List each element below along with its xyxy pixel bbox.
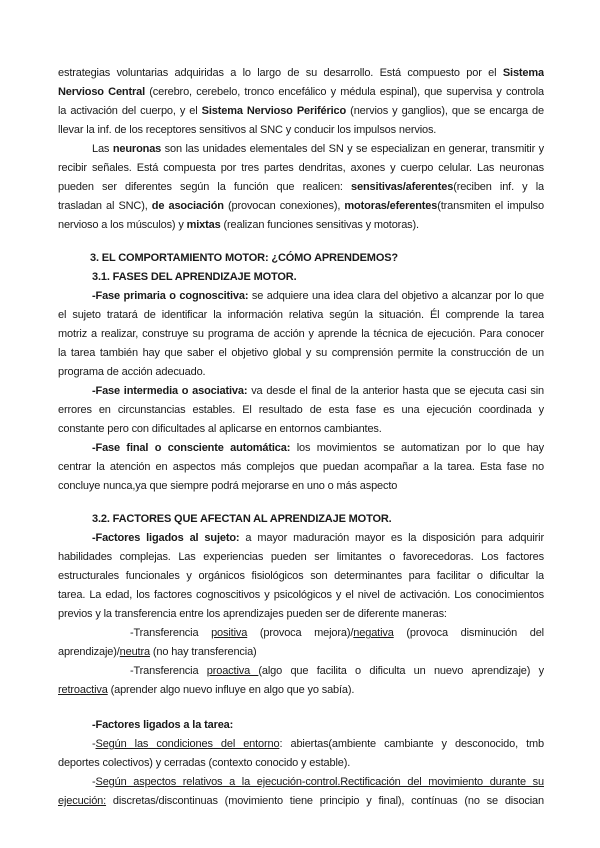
text-line	[58, 422, 544, 437]
text-line	[58, 85, 544, 100]
text-line	[58, 569, 544, 584]
text-line	[58, 123, 544, 138]
text-run: la tarea también hay que saber el objetivo global y su comprensión permite la construcción de un	[58, 347, 544, 359]
text-line	[58, 346, 544, 361]
bold-term: sensitivas/aferentes	[351, 181, 454, 193]
text-line	[92, 142, 544, 157]
bold-term: -Fase intermedia o asociativa:	[92, 385, 248, 397]
text-run: motriz a realizar, construye su programa de acción y aprende la técnica de ejecución. Para conocer	[58, 328, 544, 340]
text-line	[58, 756, 544, 771]
text-line	[58, 104, 544, 119]
bold-term: 3. EL COMPORTAMIENTO MOTOR: ¿CÓMO APRENDEMOS?	[90, 252, 398, 264]
bold-term: 3.1. FASES DEL APRENDIZAJE MOTOR.	[92, 271, 297, 283]
underlined-term: negativa	[353, 627, 394, 639]
text-line	[58, 550, 544, 565]
bold-term: Nervioso Central	[58, 86, 145, 98]
text-line	[58, 607, 544, 622]
text-run: estrategias voluntarias adquiridas a lo largo de su desarrollo. Está compuesto por el	[58, 67, 503, 79]
text-line	[58, 161, 544, 176]
text-run: (provoca disminución del	[393, 627, 544, 639]
text-run: -	[92, 738, 96, 750]
text-line	[58, 588, 544, 603]
text-run: discretas/discontinuas (movimiento tiene principio y final), contínuas (no se disocian	[106, 795, 544, 807]
underlined-term: proactiva	[206, 665, 259, 677]
text-run: (aprender algo nuevo influye en algo que yo sabía).	[107, 684, 355, 696]
text-run: -Transferencia	[130, 627, 212, 639]
subsection-heading	[92, 270, 544, 285]
text-run: (provoca mejora)/	[247, 627, 354, 639]
text-line	[58, 645, 544, 660]
text-line	[58, 460, 544, 475]
text-run: tarea. La edad, los factores cognoscitivos y psicológicos y el nivel de activación. Los conocimientos	[58, 589, 544, 601]
text-run: centrar la atención en aspectos más complejos que puedan acompañar a la tarea. Esta fase no	[58, 461, 544, 473]
text-run: a mayor maduración mayor es la disposición para adquirir	[239, 532, 544, 544]
text-run: -Transferencia	[130, 665, 207, 677]
text-run: (cerebro, cerebelo, tronco encefálico y médula espinal), que supervisa y controla	[145, 86, 544, 98]
bold-term: neuronas	[112, 143, 162, 155]
text-line	[92, 775, 544, 790]
underlined-term: Según las condiciones del entorno	[95, 738, 280, 750]
text-line	[58, 218, 544, 233]
text-run: los movimientos se automatizan por lo que hay	[290, 442, 544, 454]
text-run: recibir señales. Está compuesta por tres partes dendritas, axones y cuerpo celular. Las neuronas	[58, 162, 544, 174]
text-run: programa de acción adecuado.	[58, 366, 206, 378]
text-line	[130, 664, 544, 679]
text-line	[58, 365, 544, 380]
text-line	[58, 327, 544, 342]
bold-term: mixtas	[186, 219, 221, 231]
underlined-term: Según aspectos relativos a la ejecución-control.Rectificación del movimiento durante su	[95, 776, 544, 788]
text-line	[58, 479, 544, 494]
underlined-term: positiva	[211, 627, 248, 639]
text-run: Las	[92, 143, 113, 155]
text-run: la activación del cuerpo, y el	[58, 105, 202, 117]
text-run: son las unidades elementales del SN y se especializan en generar, transmitir y	[161, 143, 544, 155]
section-heading	[90, 251, 544, 266]
text-line	[58, 794, 544, 809]
bold-term: Sistema Nervioso Periférico	[201, 105, 347, 117]
bold-term: Sistema	[502, 67, 544, 79]
text-line	[58, 180, 544, 195]
text-run: nervioso a los músculos) y	[58, 219, 187, 231]
underlined-term: neutra	[119, 646, 150, 658]
text-run: errores en circunstancias estables. El resultado de esta fase es una ejecución coordinada y	[58, 404, 544, 416]
text-run: (provocan conexiones),	[223, 200, 345, 212]
text-run: trasladan al SNC),	[58, 200, 152, 212]
bold-term: 3.2. FACTORES QUE AFECTAN AL APRENDIZAJE MOTOR.	[92, 513, 392, 525]
bold-term: de asociación	[151, 200, 224, 212]
text-line	[130, 626, 544, 641]
text-run: : abiertas(ambiente cambiante y desconocido, tmb	[279, 738, 544, 750]
text-run: habilidades complejas. Las experiencias pueden ser limitantes o favorecedoras. Los factores	[58, 551, 544, 563]
text-line	[58, 66, 544, 81]
text-line	[58, 199, 544, 214]
text-run: -	[92, 776, 96, 788]
subheading	[92, 718, 544, 733]
bold-term: -Fase primaria o cognoscitiva:	[92, 290, 249, 302]
text-run: (no hay transferencia)	[149, 646, 257, 658]
text-run: (nervios y ganglios), que se encarga de	[346, 105, 544, 117]
text-run: constante pero con dificultades al aplicarse en entornos cambiantes.	[58, 423, 382, 435]
text-line	[92, 737, 544, 752]
subsection-heading	[92, 512, 544, 527]
text-run: se adquiere una idea clara del objetivo a alcanzar por lo que	[248, 290, 544, 302]
text-line	[92, 289, 544, 304]
text-run: llevar la inf. de los receptores sensitivos al SNC y conducir los impulsos nervios.	[58, 124, 437, 136]
text-line	[92, 384, 544, 399]
bold-term: -Fase final o consciente automática:	[92, 442, 291, 454]
bold-term: motoras/eferentes	[344, 200, 438, 212]
bold-term: -Factores ligados al sujeto:	[92, 532, 240, 544]
text-run: previos y la transferencia entre los aprendizajes pueden ser de diferente maneras:	[58, 608, 447, 620]
text-run: (reciben inf. y la	[453, 181, 544, 193]
text-run: estructurales funcionales y orgánicos fisiológicos son determinantes para facilitar o dificultar la	[58, 570, 544, 582]
text-run: va desde el final de la anterior hasta que se ejecuta casi sin	[247, 385, 544, 397]
text-run: (realizan funciones sensitivas y motoras).	[220, 219, 419, 231]
text-run: (transmiten el impulso	[437, 200, 544, 212]
text-line	[92, 441, 544, 456]
text-run: deportes colectivos) y cerradas (contexto conocido y estable).	[58, 757, 351, 769]
text-run: pueden ser diferentes según la función que realicen:	[58, 181, 352, 193]
text-run: el sujeto tratará de identificar la información relativa según la situación. Él comprende la tarea	[58, 309, 544, 321]
underlined-term: ejecución:	[58, 795, 107, 807]
text-line	[58, 403, 544, 418]
bold-term: -Factores ligados a la tarea:	[92, 719, 234, 731]
text-line	[58, 308, 544, 323]
text-run: (algo que facilita o dificulta un nuevo aprendizaje) y	[258, 665, 544, 677]
text-line	[92, 531, 544, 546]
text-run: aprendizaje)/	[58, 646, 120, 658]
underlined-term: retroactiva	[58, 684, 108, 696]
text-run: concluye nunca,ya que siempre podrá mejorarse en uno o más aspecto	[58, 480, 398, 492]
text-line	[58, 683, 544, 698]
